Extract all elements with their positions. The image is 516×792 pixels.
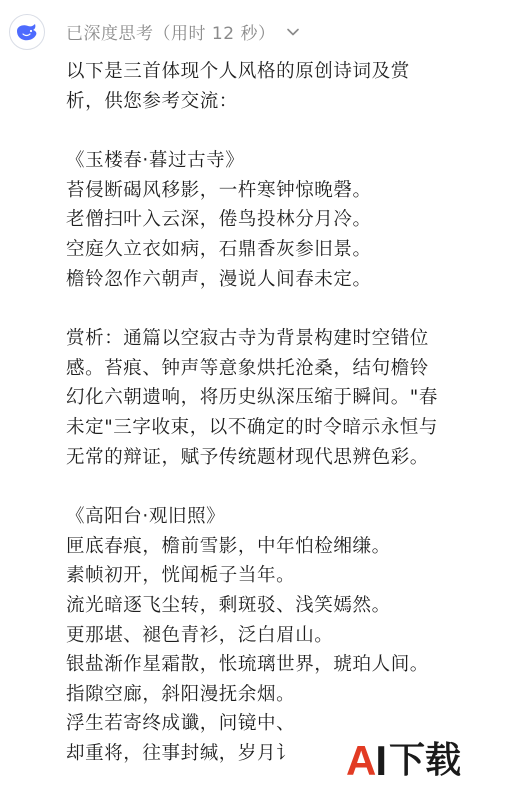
chevron-down-icon[interactable] — [285, 24, 301, 40]
poem-line: 更那堪、褪色青衫，泛白眉山。 — [66, 624, 334, 646]
watermark-letter-i: I — [375, 737, 388, 784]
poem-line: 匣底春痕，檐前雪影，中年怕检缃缣。 — [66, 535, 391, 557]
watermark-letter-a: A — [346, 737, 376, 784]
poem-line: 浮生若寄终成谶，问镜中、 — [66, 713, 296, 735]
poem-line: 却重将，往事封缄，岁月讠 — [66, 742, 296, 764]
thinking-duration-label: 已深度思考（用时 12 秒） — [66, 24, 276, 44]
poem-line: 檐铃忽作六朝声，漫说人间春未定。 — [66, 268, 372, 290]
poem-title: 《玉楼春·暮过古寺》 — [66, 150, 245, 172]
analysis-line: 感。苔痕、钟声等意象烘托沧桑，结句檐铃 — [66, 357, 429, 379]
poem-title: 《高阳台·观旧照》 — [66, 506, 226, 528]
watermark-text: 下载 — [389, 740, 462, 781]
message-header — [0, 0, 516, 64]
poem-line: 银盐渐作星霜散，怅琉璃世界，琥珀人间。 — [66, 654, 429, 676]
analysis-paragraph — [66, 324, 506, 472]
poem-2 — [66, 502, 506, 768]
poem-line: 空庭久立衣如病，石鼎香灰参旧景。 — [66, 238, 372, 260]
poem-1 — [66, 146, 506, 294]
intro-paragraph — [66, 57, 506, 116]
site-watermark — [346, 737, 496, 785]
poem-line: 素帧初开，恍闻栀子当年。 — [66, 565, 296, 587]
answer-content — [66, 57, 506, 768]
poem-line: 苔侵断碣风移影，一杵寒钟惊晚磬。 — [66, 179, 372, 201]
poem-line: 指隙空廊，斜阳漫抚余烟。 — [66, 683, 296, 705]
thinking-toggle[interactable] — [66, 19, 301, 44]
poem-line: 流光暗逐飞尘转，剩斑驳、浅笑嫣然。 — [66, 594, 391, 616]
analysis-line: 无常的辩证，赋予传统题材现代思辨色彩。 — [66, 446, 429, 468]
assistant-avatar — [9, 14, 45, 50]
analysis-line: 赏析：通篇以空寂古寺为背景构建时空错位 — [66, 328, 429, 350]
intro-line: 以下是三首体现个人风格的原创诗词及赏 — [66, 61, 410, 82]
analysis-line: 幻化六朝遗响，将历史纵深压缩于瞬间。"春 — [66, 387, 439, 409]
poem-line: 老僧扫叶入云深，倦鸟投林分月冷。 — [66, 209, 372, 231]
whale-logo-icon — [15, 22, 39, 42]
intro-line: 析，供您参考交流： — [66, 90, 238, 112]
analysis-line: 未定"三字收束，以不确定的时令暗示永恒与 — [66, 416, 439, 438]
